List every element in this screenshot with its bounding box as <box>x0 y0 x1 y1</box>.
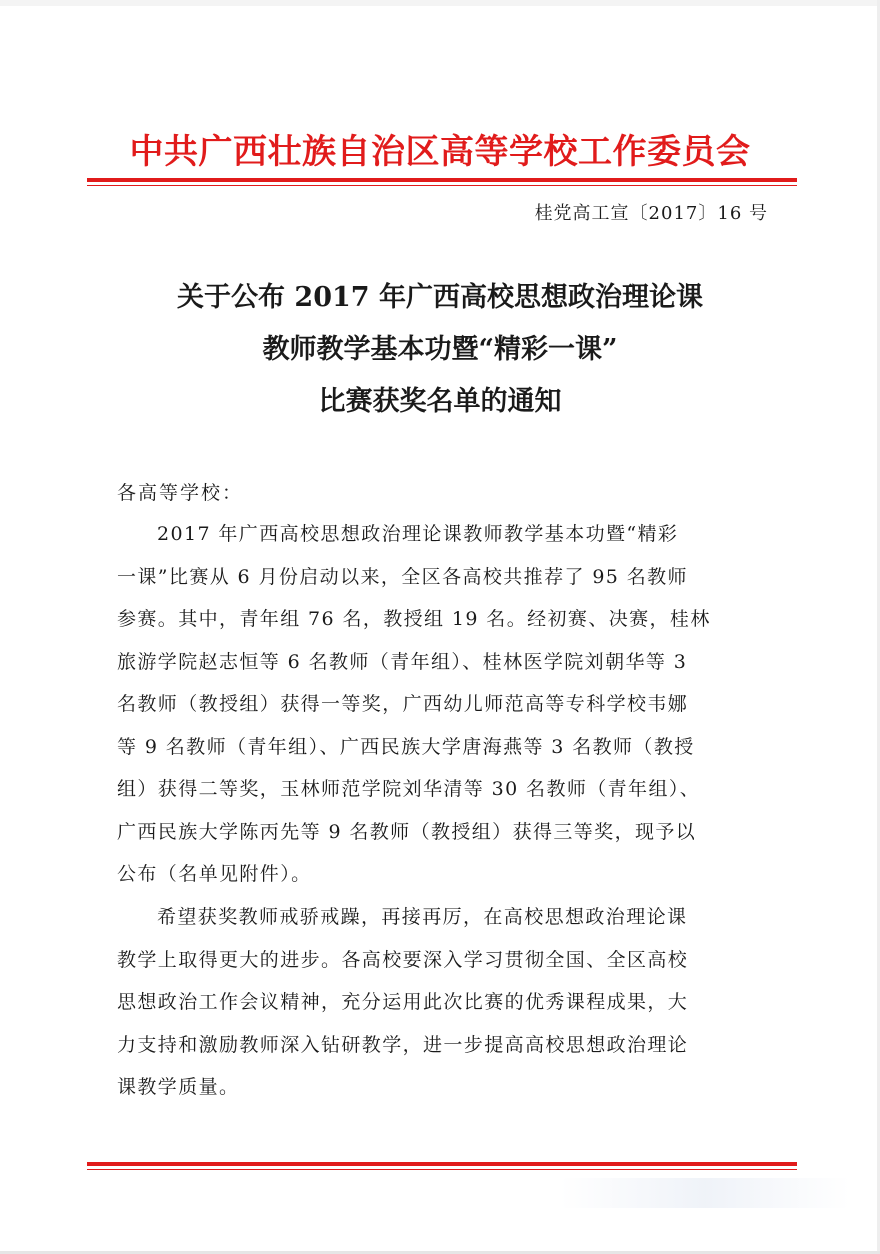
paragraph-line: 参赛。其中，青年组 76 名，教授组 19 名。经初赛、决赛，桂林 <box>117 608 711 630</box>
paragraph-line: 广西民族大学陈丙先等 9 名教师（教授组）获得三等奖，现予以 <box>117 820 697 843</box>
salutation: 各高等学校： <box>117 482 244 504</box>
paragraph-line: 希望获奖教师戒骄戒躁，再接再厉，在高校思想政治理论课 <box>157 906 688 928</box>
paragraph-line: 等 9 名教师（青年组）、广西民族大学唐海燕等 3 名教师（教授 <box>117 735 695 758</box>
paragraph-line: 公布（名单见附件）。 <box>117 863 312 885</box>
paragraph-line: 一课”比赛从 6 月份启动以来，全区各高校共推荐了 95 名教师 <box>117 565 688 588</box>
issuing-organization-header: 中共广西壮族自治区高等学校工作委员会 <box>129 132 751 172</box>
title-line: 教师教学基本功暨“精彩一课” <box>262 334 618 365</box>
footer-red-rule-thick <box>87 1162 797 1166</box>
paragraph-line: 思想政治工作会议精神，充分运用此次比赛的优秀课程成果，大 <box>117 991 689 1013</box>
paragraph-line: 课教学质量。 <box>117 1076 240 1098</box>
body-paragraph-1 <box>117 513 777 896</box>
paragraph-line: 旅游学院赵志恒等 6 名教师（青年组）、桂林医学院刘朝华等 3 <box>117 650 688 673</box>
document-number: 桂党高工宣〔2017〕16 号 <box>534 203 768 224</box>
footer-red-rule-thin <box>87 1169 797 1170</box>
paragraph-line: 教学上取得更大的进步。各高校要深入学习贯彻全国、全区高校 <box>117 948 689 971</box>
title-line: 关于公布 2017 年广西高校思想政治理论课 <box>177 282 703 313</box>
document-title <box>0 272 880 428</box>
header-red-rule-thick <box>87 178 797 182</box>
page-top-edge <box>0 0 880 6</box>
paragraph-line: 2017 年广西高校思想政治理论课教师教学基本功暨“精彩 <box>157 523 679 545</box>
paragraph-line: 名教师（教授组）获得一等奖，广西幼儿师范高等专科学校韦娜 <box>117 693 689 715</box>
paragraph-line: 力支持和激励教师深入钻研教学，进一步提高高校思想政治理论 <box>117 1033 689 1056</box>
paragraph-line: 组）获得二等奖，玉林师范学院刘华清等 30 名教师（青年组）、 <box>117 778 701 800</box>
title-line: 比赛获奖名单的通知 <box>318 386 562 417</box>
faint-watermark <box>560 1178 850 1208</box>
header-red-rule-thin <box>87 185 797 186</box>
body-paragraph-2 <box>117 896 777 1109</box>
